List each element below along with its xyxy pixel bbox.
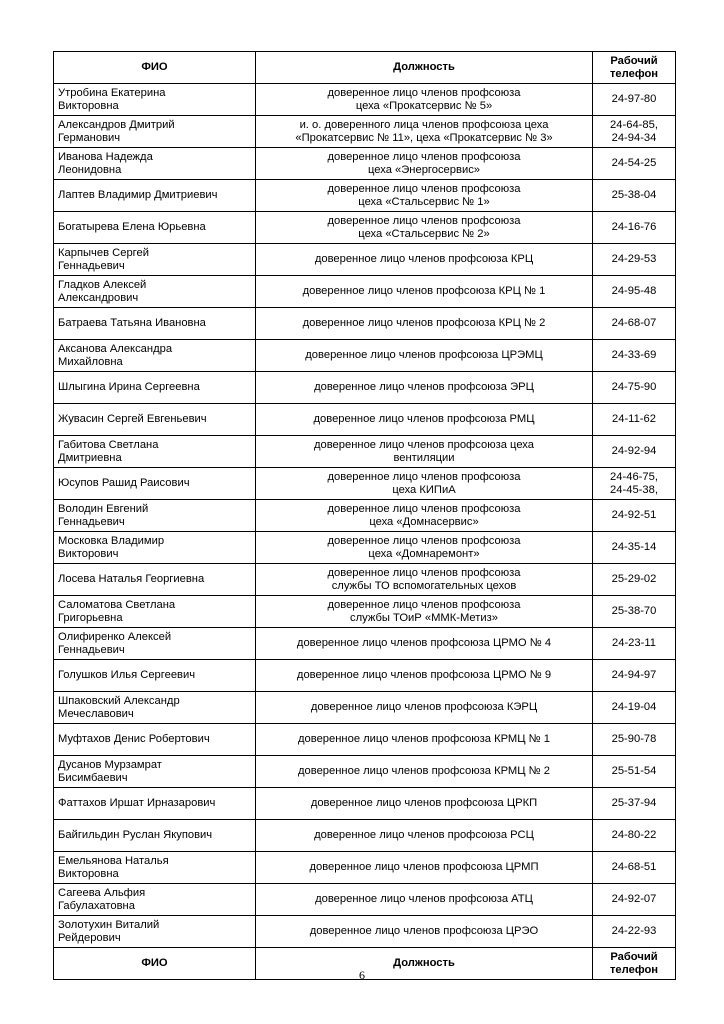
position-cell <box>256 916 593 948</box>
fio-cell-line: Шпаковский Александр <box>58 694 180 707</box>
footer-header-phone-line: Рабочий <box>610 950 658 963</box>
footer-header-position-label: Должность <box>393 957 455 969</box>
page-number: 6 <box>359 968 365 982</box>
fio-cell <box>54 116 256 148</box>
position-cell-line: доверенное лицо членов профсоюза <box>327 150 521 163</box>
position-cell-line: цеха «Энергосервис» <box>367 163 481 176</box>
phone-cell <box>593 372 676 404</box>
position-cell <box>256 212 593 244</box>
position-cell-line: доверенное лицо членов профсоюза <box>327 502 521 515</box>
position-cell <box>256 244 593 276</box>
table-row <box>54 340 676 372</box>
fio-cell-line: Геннадьевич <box>58 643 125 656</box>
phone-cell <box>593 276 676 308</box>
fio-cell <box>54 180 256 212</box>
fio-cell <box>54 212 256 244</box>
position-cell <box>256 84 593 116</box>
position-cell <box>256 308 593 340</box>
fio-cell <box>54 404 256 436</box>
phone-cell-line: 24-16-76 <box>611 221 657 233</box>
fio-cell <box>54 756 256 788</box>
fio-cell-line: Дмитриевна <box>58 451 122 464</box>
table-row <box>54 276 676 308</box>
fio-cell <box>54 532 256 564</box>
fio-cell <box>54 852 256 884</box>
phone-cell-line: 24-22-93 <box>611 925 657 937</box>
phone-cell <box>593 468 676 500</box>
fio-cell-line: Емельянова Наталья <box>58 854 169 867</box>
phone-cell <box>593 596 676 628</box>
fio-cell-line: Рейдерович <box>58 931 121 944</box>
fio-cell-line: Шлыгина Ирина Сергеевна <box>58 381 200 393</box>
header-fio <box>54 52 256 84</box>
position-cell <box>256 884 593 916</box>
position-cell-line: цеха «Стальсервис № 1» <box>358 195 490 208</box>
position-cell-line: доверенное лицо членов профсоюза <box>327 214 521 227</box>
position-cell <box>256 532 593 564</box>
position-cell-line: доверенное лицо членов профсоюза КРЦ <box>314 253 534 265</box>
phone-cell <box>593 852 676 884</box>
position-cell-line: доверенное лицо членов профсоюза ЦРМО № 4 <box>296 637 552 649</box>
fio-cell <box>54 692 256 724</box>
fio-cell <box>54 244 256 276</box>
position-cell <box>256 756 593 788</box>
position-cell-line: доверенное лицо членов профсоюза ЦРЭМЦ <box>305 349 543 361</box>
phone-cell <box>593 532 676 564</box>
fio-cell-line: Байгильдин Руслан Якупович <box>58 829 213 841</box>
position-cell-line: доверенное лицо членов профсоюза ЭРЦ <box>314 381 534 393</box>
fio-cell-line: Лаптев Владимир Дмитриевич <box>58 189 218 201</box>
phone-cell-line: 24-94-34 <box>611 131 657 144</box>
fio-cell <box>54 340 256 372</box>
phone-cell <box>593 116 676 148</box>
fio-cell <box>54 148 256 180</box>
fio-cell-line: Викторовна <box>58 867 119 880</box>
fio-cell <box>54 596 256 628</box>
position-cell <box>256 692 593 724</box>
position-cell-line: доверенное лицо членов профсоюза <box>327 470 521 483</box>
table-row <box>54 180 676 212</box>
position-cell <box>256 276 593 308</box>
table-header-row <box>54 52 676 84</box>
phone-cell-line: 25-29-02 <box>611 573 657 585</box>
position-cell-line: доверенное лицо членов профсоюза ЦРКП <box>310 797 538 809</box>
phone-cell <box>593 436 676 468</box>
table-row <box>54 628 676 660</box>
position-cell-line: доверенное лицо членов профсоюза КРМЦ № 2 <box>298 765 550 777</box>
fio-cell <box>54 308 256 340</box>
position-cell <box>256 340 593 372</box>
fio-cell-line: Григорьевна <box>58 611 123 624</box>
table-row <box>54 532 676 564</box>
table-row <box>54 468 676 500</box>
phone-cell <box>593 724 676 756</box>
phone-cell <box>593 84 676 116</box>
phone-cell-line: 24-68-51 <box>611 861 657 873</box>
position-cell-line: цеха КИПиА <box>392 483 456 496</box>
fio-cell-line: Сагеева Альфия <box>58 886 146 899</box>
fio-cell <box>54 724 256 756</box>
position-cell-line: доверенное лицо членов профсоюза РСЦ <box>314 829 534 841</box>
table-row <box>54 852 676 884</box>
phone-cell-line: 24-35-14 <box>611 541 657 553</box>
header-position <box>256 52 593 84</box>
fio-cell <box>54 628 256 660</box>
position-cell <box>256 788 593 820</box>
phone-cell <box>593 180 676 212</box>
position-cell-line: вентиляции <box>393 451 455 464</box>
position-cell-line: цеха «Прокатсервис № 5» <box>355 99 493 112</box>
header-fio-label: ФИО <box>141 61 168 73</box>
table-row <box>54 116 676 148</box>
phone-cell <box>593 884 676 916</box>
position-cell-line: доверенное лицо членов профсоюза КРЦ № 2 <box>302 317 546 329</box>
phone-cell <box>593 788 676 820</box>
position-cell <box>256 436 593 468</box>
position-cell-line: службы ТО вспомогательных цехов <box>331 579 517 592</box>
position-cell-line: доверенное лицо членов профсоюза КРМЦ № 1 <box>298 733 550 745</box>
position-cell <box>256 404 593 436</box>
phone-cell-line: 25-51-54 <box>611 765 657 777</box>
fio-cell-line: Фаттахов Иршат Ирназарович <box>58 797 216 809</box>
position-cell-line: цеха «Домнасервис» <box>369 515 479 528</box>
position-cell-line: доверенное лицо членов профсоюза <box>327 182 521 195</box>
position-cell-line: доверенное лицо членов профсоюза КРЦ № 1 <box>302 285 546 297</box>
table-row <box>54 660 676 692</box>
position-cell <box>256 820 593 852</box>
phone-cell-line: 24-92-94 <box>611 445 657 457</box>
fio-cell <box>54 916 256 948</box>
phone-cell-line: 24-92-07 <box>611 893 657 905</box>
phone-cell-line: 25-90-78 <box>611 733 657 745</box>
fio-cell <box>54 436 256 468</box>
position-cell-line: доверенное лицо членов профсоюза АТЦ <box>315 893 533 905</box>
table-row <box>54 756 676 788</box>
phone-cell-line: 24-45-38, <box>610 483 658 496</box>
table-row <box>54 308 676 340</box>
fio-cell-line: Богатырева Елена Юрьевна <box>58 221 206 233</box>
position-cell <box>256 500 593 532</box>
fio-cell-line: Мечеславович <box>58 707 134 720</box>
table-row <box>54 820 676 852</box>
phone-cell-line: 24-92-51 <box>611 509 657 521</box>
position-cell-line: «Прокатсервис № 11», цеха «Прокатсервис № 3» <box>295 131 553 144</box>
phone-cell-line: 24-11-62 <box>612 413 656 425</box>
position-cell <box>256 628 593 660</box>
position-cell-line: доверенное лицо членов профсоюза КЭРЦ <box>310 701 538 713</box>
position-cell <box>256 372 593 404</box>
fio-cell-line: Александрович <box>58 291 139 304</box>
phone-cell <box>593 340 676 372</box>
fio-cell-line: Саломатова Светлана <box>58 598 176 611</box>
table-row <box>54 84 676 116</box>
fio-cell <box>54 84 256 116</box>
table-row <box>54 244 676 276</box>
position-cell-line: и. о. доверенного лица членов профсоюза цеха <box>299 118 549 131</box>
phone-cell <box>593 820 676 852</box>
table-row <box>54 692 676 724</box>
fio-cell-line: Викторович <box>58 547 119 560</box>
position-cell-line: доверенное лицо членов профсоюза РМЦ <box>313 413 535 425</box>
footer-header-fio-label: ФИО <box>141 957 168 969</box>
position-cell <box>256 180 593 212</box>
fio-cell-line: Геннадьевич <box>58 515 125 528</box>
fio-cell-line: Иванова Надежда <box>58 150 153 163</box>
phone-cell-line: 24-94-97 <box>611 669 657 681</box>
phone-cell <box>593 916 676 948</box>
fio-cell-line: Батраева Татьяна Ивановна <box>58 317 206 329</box>
table-row <box>54 596 676 628</box>
phone-cell-line: 24-19-04 <box>611 701 657 713</box>
fio-cell-line: Викторовна <box>58 99 119 112</box>
table-row <box>54 724 676 756</box>
phone-cell-line: 25-38-70 <box>611 605 657 617</box>
table-row <box>54 500 676 532</box>
position-cell-line: доверенное лицо членов профсоюза ЦРМО № 9 <box>296 669 552 681</box>
table-row <box>54 436 676 468</box>
fio-cell-line: Аксанова Александра <box>58 342 173 355</box>
phone-cell <box>593 308 676 340</box>
table-row <box>54 212 676 244</box>
fio-cell-line: Габитова Светлана <box>58 438 159 451</box>
fio-cell-line: Володин Евгений <box>58 502 149 515</box>
fio-cell-line: Утробина Екатерина <box>58 86 166 99</box>
position-cell-line: доверенное лицо членов профсоюза <box>327 566 521 579</box>
position-cell <box>256 724 593 756</box>
fio-cell-line: Олифиренко Алексей <box>58 630 172 643</box>
phone-cell-line: 25-38-04 <box>611 189 657 201</box>
phone-cell <box>593 660 676 692</box>
position-cell-line: цеха «Стальсервис № 2» <box>358 227 490 240</box>
phone-cell-line: 24-97-80 <box>611 93 657 105</box>
fio-cell-line: Дусанов Мурзамрат <box>58 758 162 771</box>
phone-cell-line: 24-75-90 <box>611 381 657 393</box>
position-cell <box>256 148 593 180</box>
phone-cell-line: 24-33-69 <box>611 349 657 361</box>
position-cell <box>256 116 593 148</box>
fio-cell <box>54 660 256 692</box>
phone-cell <box>593 628 676 660</box>
fio-cell-line: Бисимбаевич <box>58 771 128 784</box>
fio-cell <box>54 788 256 820</box>
table-body <box>54 84 676 948</box>
fio-cell-line: Муфтахов Денис Робертович <box>58 733 210 745</box>
table-row <box>54 788 676 820</box>
phone-cell-line: 24-54-25 <box>611 157 657 169</box>
position-cell-line: службы ТОиР «ММК-Метиз» <box>350 611 498 624</box>
position-cell-line: цеха «Домнаремонт» <box>368 547 480 560</box>
fio-cell-line: Карпычев Сергей <box>58 246 149 259</box>
phone-cell-line: 24-29-53 <box>611 253 657 265</box>
table-row <box>54 148 676 180</box>
position-cell-line: доверенное лицо членов профсоюза <box>327 598 521 611</box>
phone-cell-line: 25-37-94 <box>611 797 657 809</box>
position-cell <box>256 468 593 500</box>
phone-cell <box>593 692 676 724</box>
phone-cell <box>593 500 676 532</box>
phone-cell <box>593 244 676 276</box>
position-cell-line: доверенное лицо членов профсоюза цеха <box>313 438 534 451</box>
fio-cell <box>54 372 256 404</box>
fio-cell <box>54 468 256 500</box>
position-cell-line: доверенное лицо членов профсоюза <box>327 534 521 547</box>
phone-cell <box>593 404 676 436</box>
position-cell-line: доверенное лицо членов профсоюза <box>327 86 521 99</box>
header-phone <box>593 52 676 84</box>
fio-cell <box>54 820 256 852</box>
fio-cell-line: Жувасин Сергей Евгеньевич <box>58 413 207 425</box>
fio-cell <box>54 884 256 916</box>
header-position-label: Должность <box>393 61 455 73</box>
position-cell <box>256 596 593 628</box>
table-row <box>54 916 676 948</box>
fio-cell-line: Юсупов Рашид Раисович <box>58 477 190 489</box>
fio-cell-line: Германович <box>58 131 121 144</box>
phone-cell <box>593 148 676 180</box>
fio-cell-line: Золотухин Виталий <box>58 918 160 931</box>
position-cell <box>256 564 593 596</box>
fio-cell-line: Габулахатовна <box>58 899 135 912</box>
fio-cell-line: Александров Дмитрий <box>58 118 175 131</box>
table-row <box>54 564 676 596</box>
phone-cell <box>593 564 676 596</box>
table-row <box>54 884 676 916</box>
fio-cell-line: Михайловна <box>58 355 123 368</box>
position-cell-line: доверенное лицо членов профсоюза ЦРЭО <box>309 925 539 937</box>
fio-cell-line: Гладков Алексей <box>58 278 147 291</box>
fio-cell-line: Леонидовна <box>58 163 122 176</box>
phone-cell <box>593 212 676 244</box>
fio-cell-line: Голушков Илья Сергеевич <box>58 669 196 681</box>
phone-cell-line: 24-46-75, <box>610 470 658 483</box>
phone-cell-line: 24-68-07 <box>611 317 657 329</box>
header-phone-line: телефон <box>609 67 659 80</box>
phone-cell <box>593 756 676 788</box>
fio-cell-line: Лосева Наталья Георгиевна <box>58 573 205 585</box>
position-cell <box>256 660 593 692</box>
fio-cell <box>54 276 256 308</box>
table-row <box>54 372 676 404</box>
position-cell-line: доверенное лицо членов профсоюза ЦРМП <box>309 861 539 873</box>
footer-header-phone-line: телефон <box>609 963 659 976</box>
position-cell <box>256 852 593 884</box>
phone-cell-line: 24-80-22 <box>611 829 657 841</box>
phone-cell-line: 24-23-11 <box>612 637 656 649</box>
phone-cell-line: 24-95-48 <box>611 285 657 297</box>
header-phone-line: Рабочий <box>610 54 658 67</box>
fio-cell-line: Московка Владимир <box>58 534 165 547</box>
fio-cell-line: Геннадьевич <box>58 259 125 272</box>
fio-cell <box>54 500 256 532</box>
phone-cell-line: 24-64-85, <box>610 118 658 131</box>
table-row <box>54 404 676 436</box>
staff-table <box>53 51 676 980</box>
fio-cell <box>54 564 256 596</box>
